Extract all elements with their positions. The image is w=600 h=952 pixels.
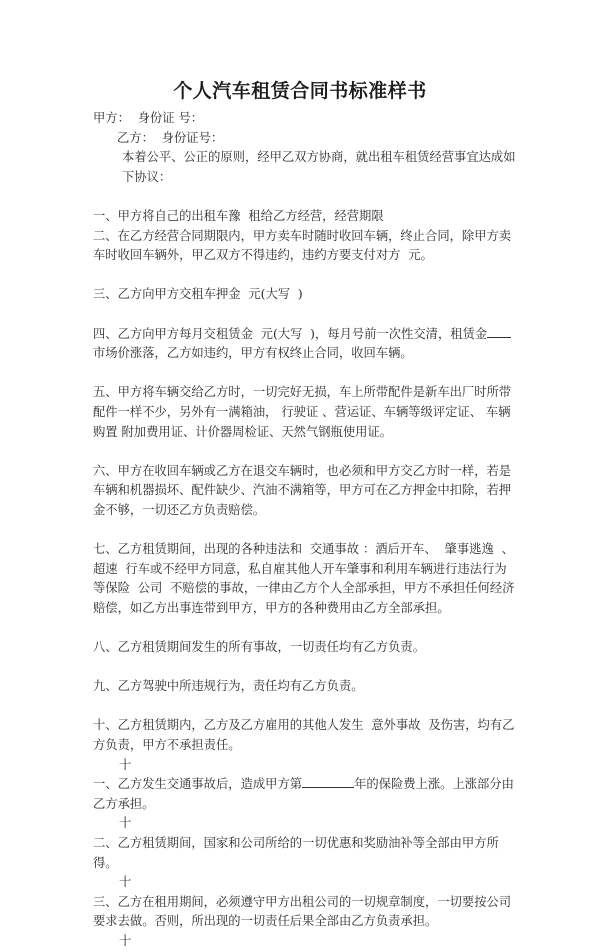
party-a-line: 甲方： 身份证 号： <box>93 111 204 125</box>
clause-7: 七、乙方租赁期间，出现的各种违法和 交通事故 ：酒后开车、 肇事逃逸 、超速 行车或不经甲方同意，私自雇其他人开车肇事和利用车辆进行违法行为等保险 公司 不赔偿的事故，一律由乙方个人全部承担，甲方不承担任何经济赔偿，如乙方出事连带到甲方，甲方的各种费用由乙方全部承担。 <box>93 542 515 615</box>
party-b-line: 乙方： 身份证号： <box>117 130 224 145</box>
clause-11 <box>93 775 517 814</box>
clause-3: 三、乙方向甲方交租车押金 元(大写 ) <box>93 287 303 302</box>
clause-13: 三、乙方在租用期间，必须遵守甲方出租公司的一切规章制度，一切要按公司要求去做。否则，所出现的一切责任后果全部由乙方负责承担。 <box>93 894 512 929</box>
clause-2: 二、在乙方经营合同期限内，甲方卖车时随时收回车辆，终止合同，除甲方卖车时收回车辆外，甲乙双方不得违约，违约方要支付对方 元。 <box>93 228 512 263</box>
clause-6: 六、甲方在收回车辆或乙方在退交车辆时，也必须和甲方交乙方时一样，若是车辆和机器损坏、配件缺少、汽油不满箱等，甲方可在乙方押金中扣除，若押金不够，一切还乙方负责赔偿。 <box>93 463 512 517</box>
clause-10: 十、乙方租赁期内，乙方及乙方雇用的其他人发生 意外事故 及伤害，均有乙方负责，甲方不承担责任。 <box>93 718 515 752</box>
cross-mark-3: 十 <box>119 875 132 890</box>
clause-4-part-b: 市场价涨落，乙方如违约，甲方有权终止合同，收回车辆。 <box>93 346 413 361</box>
clause-12: 二、乙方租赁期间，国家和公司所给的一切优惠和奖励油补等全部由甲方所得。 <box>93 835 499 870</box>
clause-11-part-a: 一、乙方发生交通事故后，造成甲方第 <box>93 777 303 792</box>
cross-mark-1: 十 <box>119 757 132 772</box>
clause-1: 一、甲方将自己的出租车豫 租给乙方经营，经营期限 <box>93 208 384 223</box>
clause-9: 九、乙方驾驶中所违规行为，责任均有乙方负责。 <box>93 679 364 694</box>
cross-mark-2: 十 <box>119 816 132 831</box>
clause-4-blank <box>487 325 511 338</box>
clause-4-part-a: 四、乙方向甲方每月交租赁金 元(大写 )，每月号前一次性交清，租赁金 <box>93 326 488 341</box>
intro-paragraph: 本着公平、公正的原则，经甲乙双方协商，就出租车租赁经营事宜达成如下协议： <box>122 150 516 184</box>
document-title: 个人汽车租赁合同书标准样书 <box>173 80 427 102</box>
cross-mark-4: 十 <box>119 933 132 948</box>
clause-4 <box>93 325 517 364</box>
document-body <box>93 109 517 952</box>
clause-8: 八、乙方租赁期间发生的所有事故，一切责任均有乙方负责。 <box>93 640 426 655</box>
clause-11-blank <box>302 775 354 788</box>
clause-11-part-b: 年的保险费上涨。上涨部分由乙方承担。 <box>93 777 514 811</box>
clause-5: 五、甲方将车辆交给乙方时，一切完好无损，车上所带配件是新车出厂时所带配件一样不少，另外有一满箱油， 行驶证 、营运证、车辆等级评定证、 车辆购置 附加费用证、计价器周检证、天然气钢瓶使用证。 <box>93 385 512 439</box>
